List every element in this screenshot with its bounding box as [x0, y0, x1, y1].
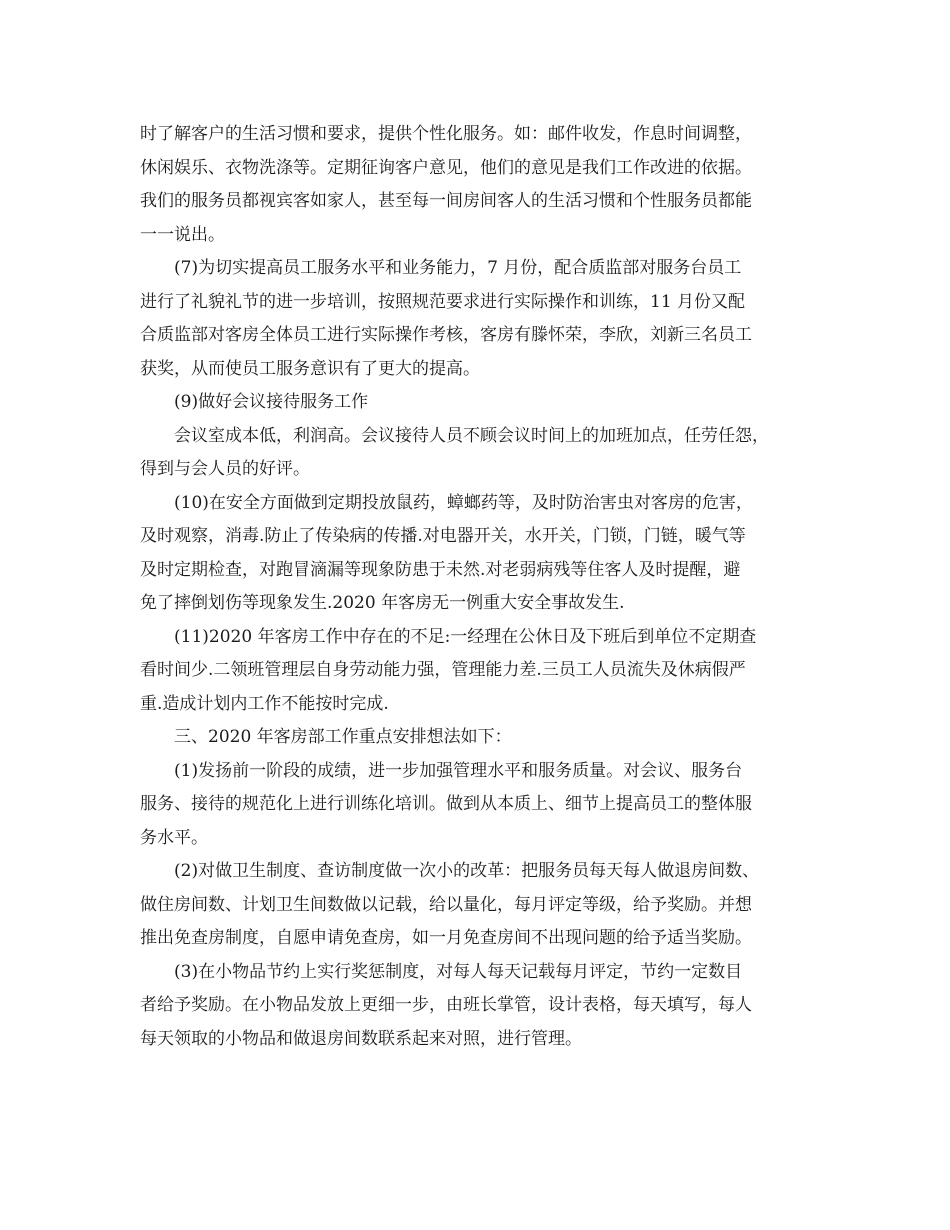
text-line: 会议室成本低，利润高。会议接待人员不顾会议时间上的加班加点，任劳任怨，: [174, 425, 769, 446]
text-line: 合质监部对客房全体员工进行实际操作考核，客房有滕怀荣，李欣，刘新三名员工: [140, 325, 752, 345]
text-line: 及时定期检查，对跑冒滴漏等现象防患于未然.对老弱病残等住客人及时提醒，避: [140, 559, 741, 580]
document-body: [140, 118, 830, 1056]
text-line: (3)在小物品节约上实行奖惩制度，对每人每天记载每月评定，节约一定数目: [174, 961, 743, 982]
text-line: 时了解客户的生活习惯和要求，提供个性化服务。如：邮件收发，作息时间调整，: [140, 124, 752, 144]
text-line: 三、2020 年客房部工作重点安排想法如下：: [174, 727, 512, 747]
text-line: (2)对做卫生制度、查访制度做一次小的改革：把服务员每天每人做退房间数、: [174, 861, 760, 881]
text-line: 免了摔倒划伤等现象发生.2020 年客房无一例重大安全事故发生.: [140, 593, 625, 613]
text-line: (7)为切实提高员工服务水平和业务能力，7 月份，配合质监部对服务台员工: [174, 258, 742, 278]
text-line: 及时观察，消毒.防止了传染病的传播.对电器开关，水开关，门锁，门链，暖气等: [140, 526, 746, 546]
text-line: (11)2020 年客房工作中存在的不足:一经理在公休日及下班后到单位不定期查: [174, 626, 757, 647]
text-line: (1)发扬前一阶段的成绩，进一步加强管理水平和服务质量。对会议、服务台: [174, 760, 743, 781]
text-line: 一一说出。: [140, 224, 225, 245]
text-line: (10)在安全方面做到定期投放鼠药，蟑螂药等，及时防治害虫对客房的危害，: [174, 492, 753, 513]
text-line: 进行了礼貌礼节的进一步培训，按照规范要求进行实际操作和训练，11 月份又配: [140, 291, 746, 312]
text-line: 休闲娱乐、衣物洗涤等。定期征询客户意见，他们的意见是我们工作改进的依据。: [140, 157, 752, 178]
text-line: (9)做好会议接待服务工作: [174, 392, 369, 412]
text-line: 服务、接待的规范化上进行训练化培训。做到从本质上、细节上提高员工的整体服: [140, 794, 752, 814]
text-line: 看时间少.二领班管理层自身劳动能力强，管理能力差.三员工人员流失及休病假严: [140, 660, 746, 680]
text-line: 者给予奖励。在小物品发放上更细一步，由班长掌管，设计表格，每天填写，每人: [140, 995, 752, 1015]
text-line: 得到与会人员的好评。: [140, 459, 310, 479]
text-line: 每天领取的小物品和做退房间数联系起来对照，进行管理。: [140, 1028, 582, 1049]
text-line: 务水平。: [140, 827, 208, 848]
text-line: 我们的服务员都视宾客如家人，甚至每一间房间客人的生活习惯和个性服务员都能: [140, 191, 752, 211]
text-line: 获奖，从而使员工服务意识有了更大的提高。: [140, 358, 480, 379]
text-line: 做住房间数、计划卫生间数做以记载，给以量化，每月评定等级，给予奖励。并想: [140, 894, 752, 915]
text-line: 推出免查房制度，自愿申请免查房，如一月免查房间不出现问题的给予适当奖励。: [140, 928, 752, 948]
text-line: 重.造成计划内工作不能按时完成.: [140, 693, 389, 714]
